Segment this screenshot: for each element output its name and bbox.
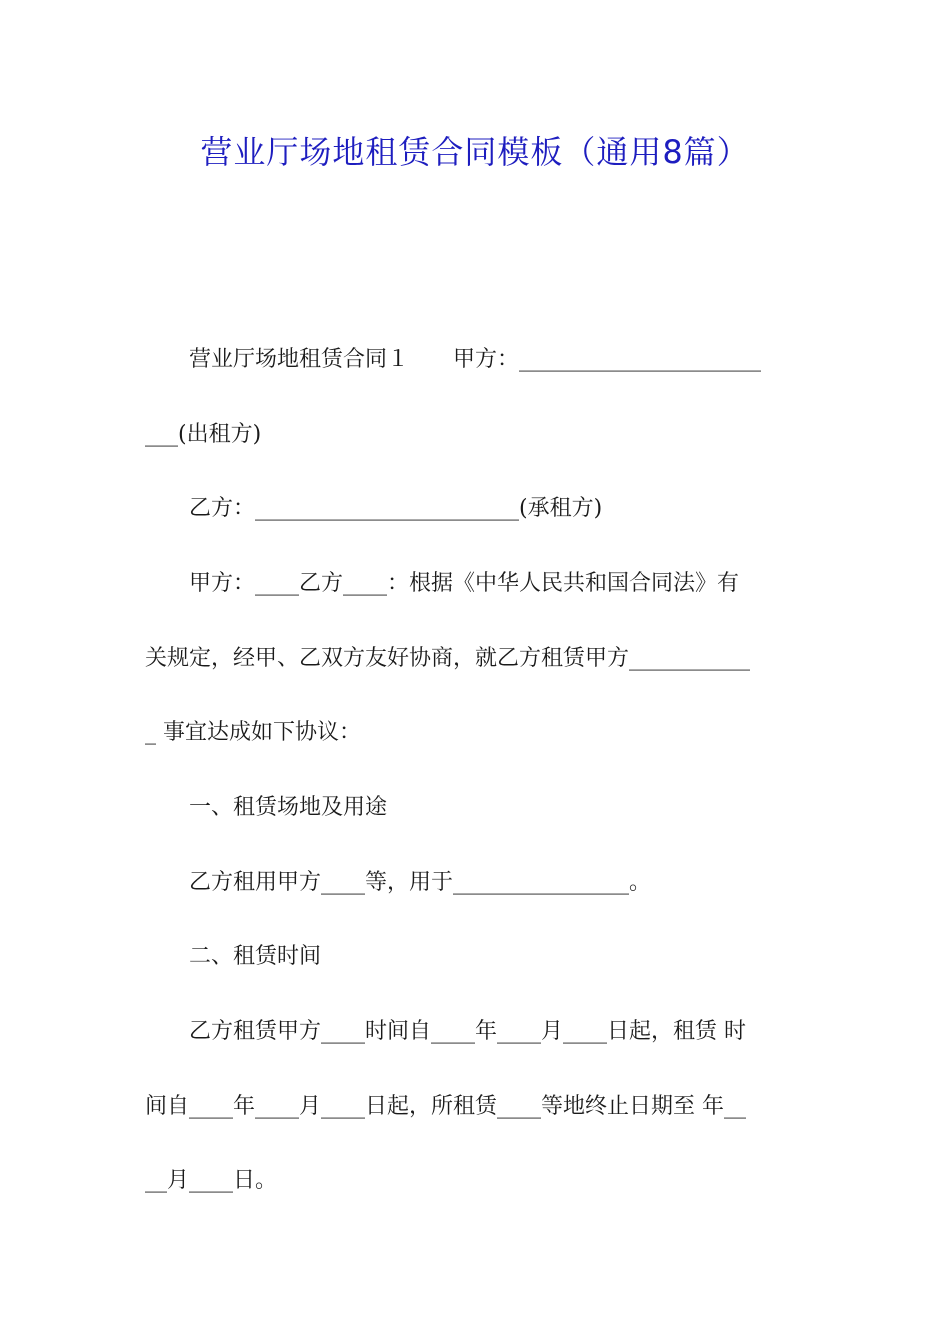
contract-intro-line: 营业厅场地租赁合同１ 甲方：______________________	[145, 347, 762, 372]
section-2-body-line-2: 间自____年____月____日起，所租赁____等地终止日期至 年__	[145, 1094, 746, 1119]
section-heading-2: 二、租赁时间	[145, 944, 322, 969]
party-b-line: 乙方：________________________(承租方)	[145, 496, 603, 521]
section-2-body-line-1: 乙方租赁甲方____时间自____年____月____日起，租赁 时	[145, 1019, 746, 1044]
document-title: 营业厅场地租赁合同模板（通用8篇）	[200, 133, 750, 171]
party-a-role-line: ___(出租方)	[145, 422, 262, 447]
section-2-body-line-3: __月____日。	[145, 1168, 278, 1193]
agreement-basis-line-1: 甲方：____乙方____：根据《中华人民共和国合同法》有	[145, 571, 740, 596]
section-1-body: 乙方租用甲方____等，用于________________。	[145, 870, 652, 895]
section-heading-1: 一、租赁场地及用途	[145, 795, 388, 820]
agreement-basis-line-3: _ 事宜达成如下协议：	[145, 720, 361, 745]
agreement-basis-line-2: 关规定，经甲、乙双方友好协商，就乙方租赁甲方___________	[145, 646, 751, 671]
